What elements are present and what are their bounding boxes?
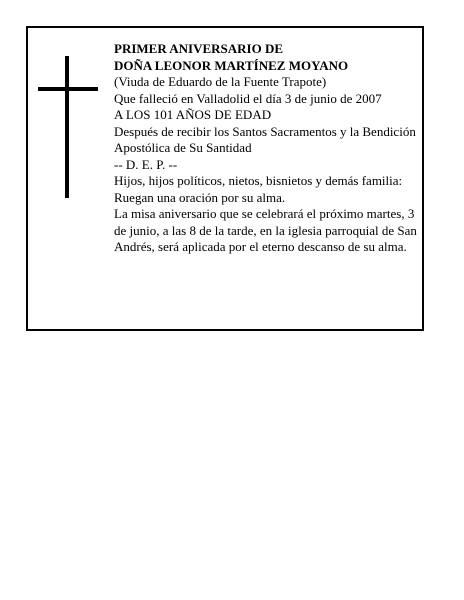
family-line: Hijos, hijos políticos, nietos, bisnietos y demás familia: xyxy=(114,173,403,188)
prayer-line: Ruegan una oración por su alma. xyxy=(114,189,286,205)
obituary-notice xyxy=(26,26,424,331)
notice-text xyxy=(114,41,424,256)
rip-line: -- D. E. P. -- xyxy=(114,156,178,172)
mass-paragraph: La misa aniversario que se celebrará el próximo martes, 3 de junio, a las 8 de la tarde, en la iglesia parroquial de San Andrés, será aplicada por el eterno descanso de su alma. xyxy=(114,206,417,254)
cross-icon xyxy=(38,56,98,198)
sacraments-line: Después de recibir los Santos Sacramentos y la Bendición Apostólica de Su Santidad xyxy=(114,123,416,155)
widow-line: (Viuda de Eduardo de la Fuente Trapote) xyxy=(114,74,327,89)
deceased-name: DOÑA LEONOR MARTÍNEZ MOYANO xyxy=(114,57,349,73)
age-line: A LOS 101 AÑOS DE EDAD xyxy=(114,107,272,122)
cross-vertical-bar xyxy=(65,56,69,198)
cross-horizontal-bar xyxy=(38,87,98,91)
notice-heading: PRIMER ANIVERSARIO DE xyxy=(114,41,284,56)
death-line: Que falleció en Valladolid el día 3 de junio de 2007 xyxy=(114,90,382,106)
